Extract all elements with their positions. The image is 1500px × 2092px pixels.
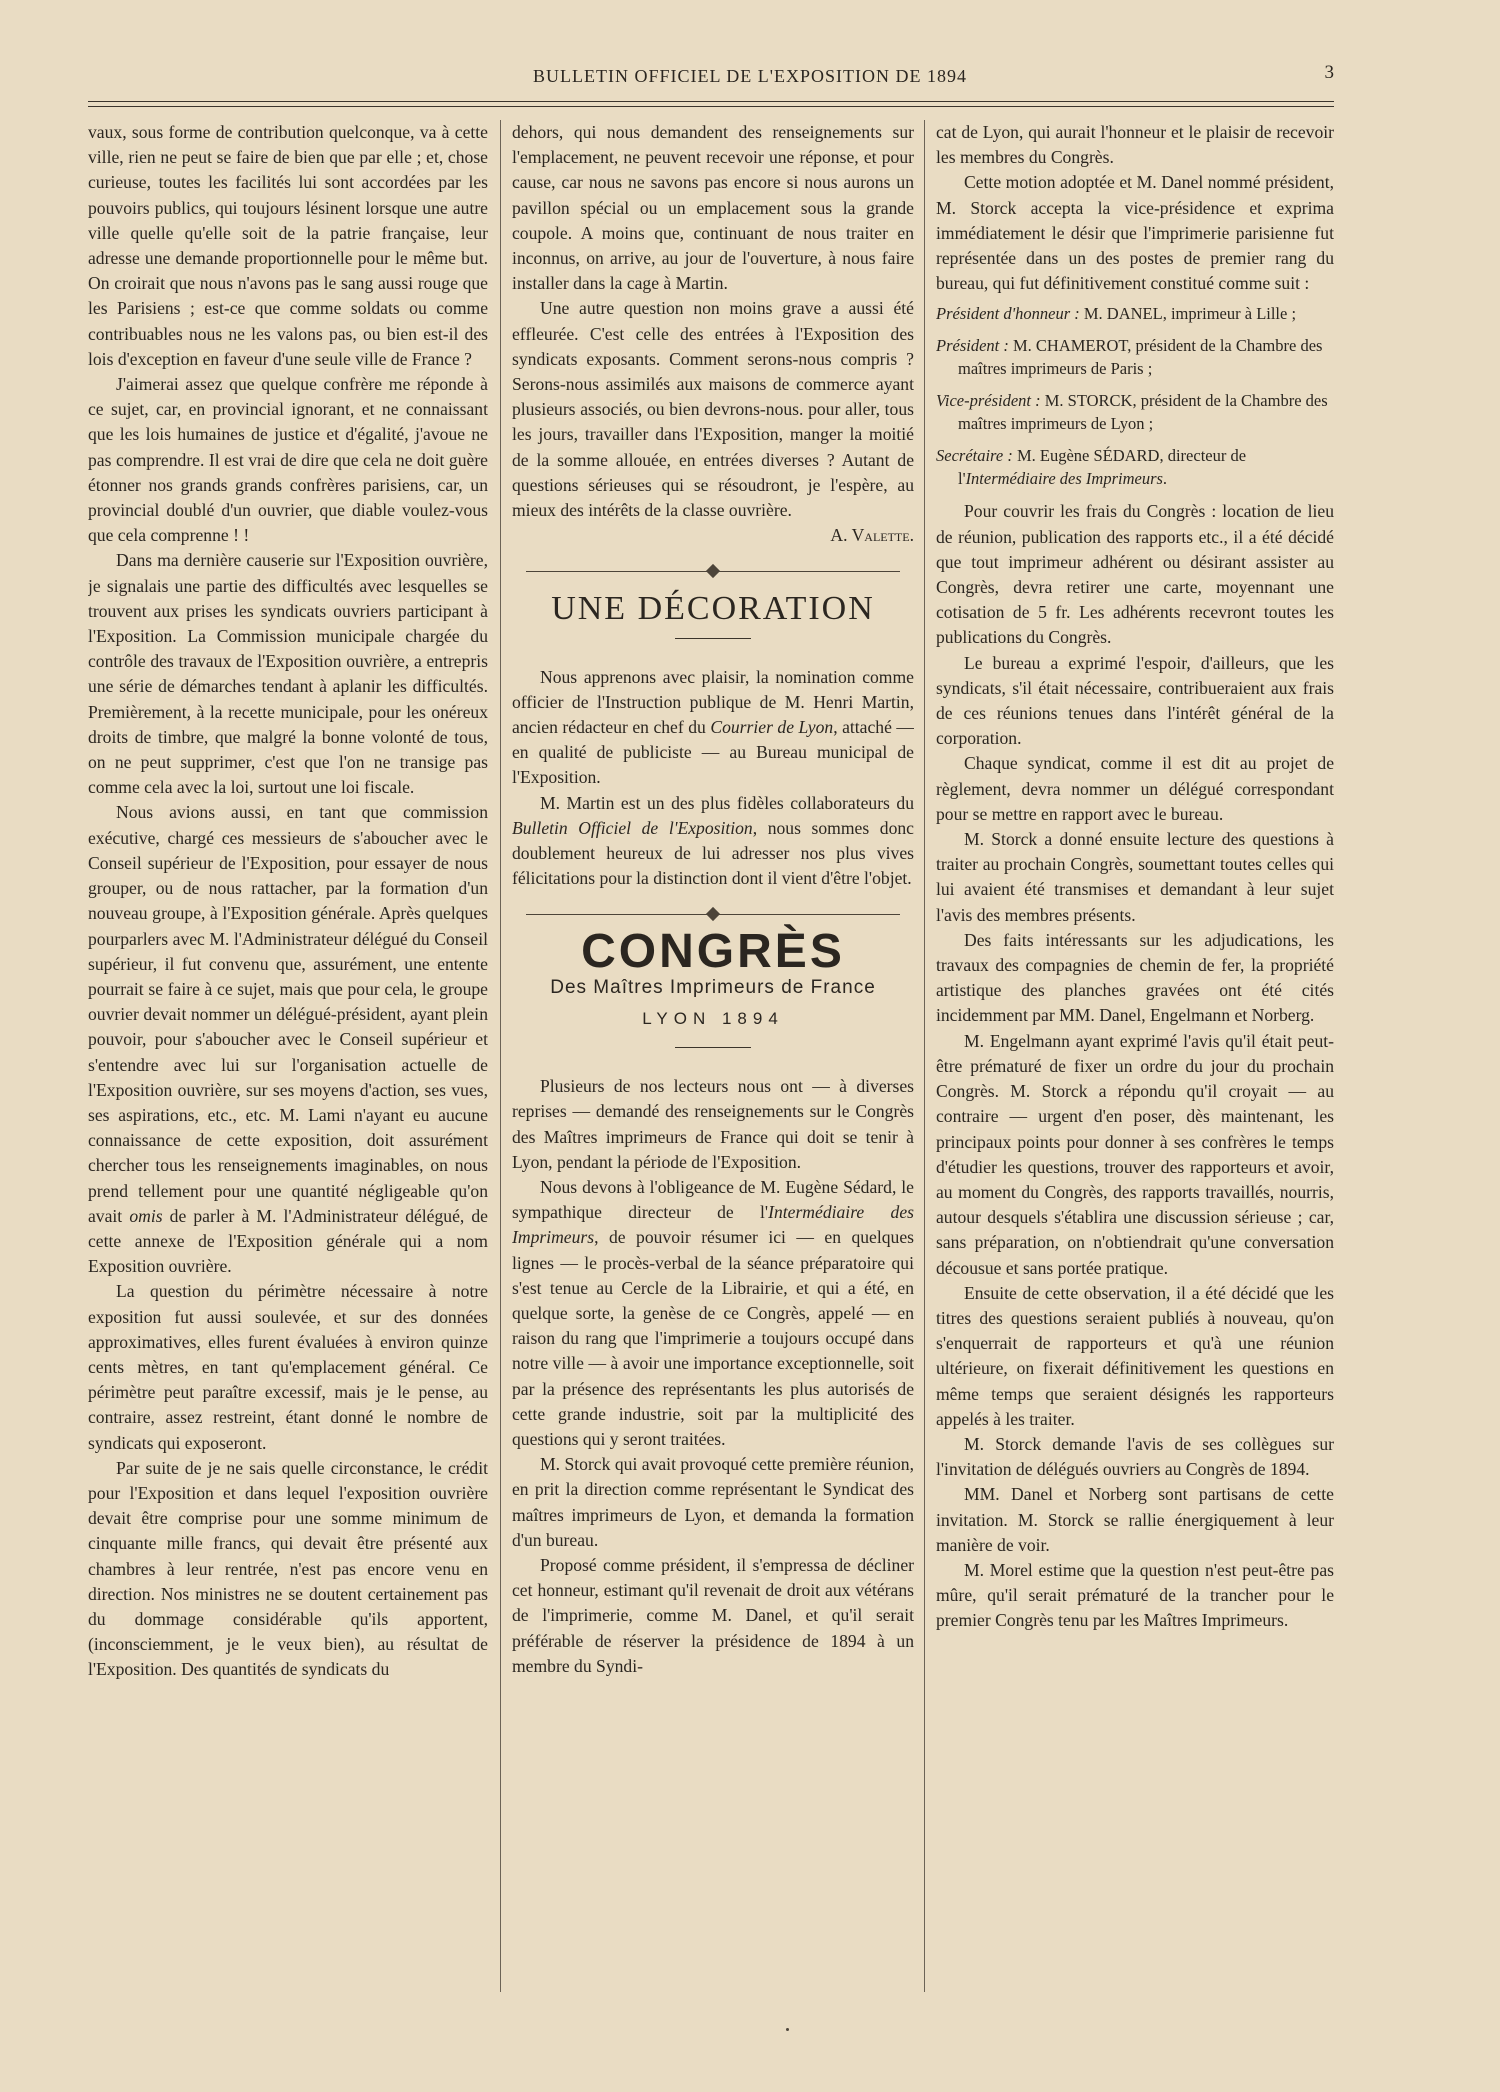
paragraph: M. Morel estime que la question n'est peut-être pas mûre, qu'il serait prématuré de la trancher pour le premier Congrès tenu par les Maîtres Imprimeurs.	[936, 1559, 1334, 1631]
bureau-entry	[936, 389, 1334, 435]
paragraph: La question du périmètre nécessaire à notre exposition fut aussi soulevée, et sur des données approximatives, elles furent évaluées à environ quinze cents mètres, en tant qu'emplacement général. Ce périmètre peut paraître excessif, mais je le pense, au contraire, assez restreint, étant donné le nombre de syndicats qui exposeront.	[88, 1281, 488, 1453]
bureau-member: M. STORCK, président de la Chambre des maîtres imprimeurs de Lyon ;	[958, 391, 1328, 434]
paragraph: Une autre question non moins grave a aussi été effleurée. C'est celle des entrées à l'Exposition des syndicats exposants. Comment serons-nous compris ? Serons-nous assimilés aux maisons de commerce ayant plusieurs associés, ou bien devrons-nous. pour aller, tous les jours, travailler dans l'Exposition, manger la moitié de la somme allouée, en entrées diverses ? Autant de questions sérieuses qui se résoudront, je l'espère, au mieux des intérêts de la classe ouvrière.	[512, 298, 914, 521]
paragraph: J'aimerai assez que quelque confrère me réponde à ce sujet, car, en provincial ignorant, et ne connaissant que les lois humaines de justice et d'égalité, j'avoue ne pas comprendre. Il est vrai de dire que cela ne doit guère étonner nos grands grands confrères parisiens, car, un provincial doublé d'un ouvrier, que diable voulez-vous que cela comprenne ! !	[88, 374, 488, 546]
paragraph: Pour couvrir les frais du Congrès : location de lieu de réunion, publication des rapports etc., il a été décidé que tout imprimeur adhérent ou désirant assister au Congrès, devra retirer une carte, moyennant une cotisation de 5 fr. Les adhérents recevront toutes les publications du Congrès.	[936, 501, 1334, 648]
paragraph: Ensuite de cette observation, il a été décidé que les titres des questions seraient publiés à nouveau, qu'on s'enquerrait de rapporteurs et qu'à une réunion ultérieure, on fixerait définitivement les questions en même temps que seraient désignés les rapporteurs appelés à les traiter.	[936, 1282, 1334, 1429]
paragraph	[512, 1175, 914, 1452]
paragraph	[88, 800, 488, 1279]
print-mark	[786, 2028, 789, 2031]
italic-text: omis	[129, 1205, 163, 1226]
paragraph	[512, 791, 914, 892]
italic-text: Bulletin Officiel de l'Exposition	[512, 817, 753, 838]
italic-text: Intermédiaire des Imprimeurs	[965, 469, 1163, 489]
column-2	[512, 120, 914, 2022]
heading-rule	[675, 638, 751, 639]
bureau-entry	[936, 334, 1334, 380]
paragraph: Chaque syndicat, comme il est dit au projet de règlement, devra nommer un délégué correspondant pour se mettre en rapport avec le bureau.	[936, 753, 1334, 824]
decoration-heading: UNE DÉCORATION	[551, 590, 875, 628]
paragraph: M. Storck qui avait provoqué cette première réunion, en prit la direction comme représentant le Syndicat des maîtres imprimeurs de Lyon, et demanda la formation d'un bureau.	[512, 1454, 914, 1550]
paragraph: M. Storck a donné ensuite lecture des questions à traiter au prochain Congrès, soumettant toutes celles qui lui avaient été transmises et demandant à leur sujet l'avis des membres présents.	[936, 829, 1334, 925]
section-separator	[512, 562, 914, 582]
section-separator	[512, 905, 914, 925]
text-run: .	[1162, 469, 1168, 489]
paragraph: vaux, sous forme de contribution quelconque, va à cette ville, rien ne peut se faire de bien que par elle ; et, chose curieuse, toutes les facilités lui sont accordées par les pouvoirs publics, qui toujours lésinent lorsque une autre ville quelle qu'elle soit de la patrie française, leur adresse une demande proportionnelle pour le même but. On croirait que nous n'avons pas le sang aussi rouge que les Parisiens ; est-ce que comme soldats ou comme contribuables nous ne les valons pas, ou bien est-il des lois d'exception en faveur d'une seule ville de France ?	[88, 122, 488, 369]
text-run: , attaché — en qualité de publiciste — au Bureau municipal de l'Exposition.	[512, 717, 914, 788]
bureau-member: M. Eugène SÉDARD, directeur de l'	[958, 446, 1247, 489]
paragraph: Cette motion adoptée et M. Danel nommé président, M. Storck accepta la vice-présidence et exprima immédiatement le désir que l'imprimerie parisienne fut représentée dans un des postes de premier rang du bureau, qui fut définitivement constitué comme suit :	[936, 172, 1334, 294]
text-run: M. Martin est un des plus fidèles collaborateurs du	[540, 792, 914, 813]
paragraph: Plusieurs de nos lecteurs nous ont — à diverses reprises — demandé des renseignements sur le Congrès des Maîtres imprimeurs de France qui doit se tenir à Lyon, pendant la période de l'Exposition.	[512, 1076, 914, 1172]
paragraph: Des faits intéressants sur les adjudications, les travaux des compagnies de chemin de fer, la propriété artistique des planches gravées ont été cités incidemment par MM. Danel, Engelmann et Norberg.	[936, 929, 1334, 1026]
bureau-member: M. DANEL, imprimeur à Lille ;	[1079, 304, 1297, 324]
bureau-role: Secrétaire :	[936, 446, 1013, 466]
paragraph: Dans ma dernière causerie sur l'Exposition ouvrière, je signalais une partie des difficultés avec lesquelles se trouvent aux prises les syndicats ouvriers participant à l'Exposition. La Commission municipale chargée du contrôle des travaux de l'Exposition ouvrière, a entrepris une série de démarches tendant à aplanir les difficultés. Premièrement, à la recette municipale, pour les onéreux droits de timbre, que malgré la bonne volonté de tous, on ne peut supprimer, c'est que l'on ne transige pas comme cela avec la loi, surtout une loi fiscale.	[88, 550, 488, 798]
bureau-list	[936, 302, 1334, 490]
paragraph: Par suite de je ne sais quelle circonstance, le crédit pour l'Exposition et dans lequel l'exposition ouvrière devait être comprise pour une somme minimum de cinquante mille francs, qui devait être présenté aux chambres à leur rentrée, n'est pas encore venu en direction. Nos ministres ne se doutent certainement pas du dommage considérable qu'ils apportent, (inconsciemment, je le veux bien), au résultat de l'Exposition. Des quantités de syndicats du	[88, 1457, 488, 1680]
text-run: , de pouvoir résumer ici — en quelques lignes — le procès-verbal de la séance préparatoire qui s'est tenue au Cercle de la Librairie, et qui a été, en quelque sorte, la genèse de ce Congrès, appelé — en raison du rang que l'imprimerie a toujours occupé dans notre ville — à avoir une importance exceptionnelle, soit par la présence des représentants les plus autorisés de cette grande industrie, soit par la multiplicité des questions qui y seront traitées.	[512, 1227, 914, 1449]
paragraph	[512, 665, 914, 791]
congres-heading: CONGRÈS	[581, 925, 845, 979]
bureau-entry	[936, 444, 1334, 490]
text-run: Nous devons à l'obligeance de M. Eugène Sédard, le sympathique directeur de l'	[512, 1176, 914, 1223]
page-number: 3	[1324, 62, 1334, 83]
italic-text: Courrier de Lyon	[710, 717, 834, 738]
column-divider-1	[500, 120, 501, 1992]
paragraph: MM. Danel et Norberg sont partisans de cette invitation. M. Storck se rallie énergiquement à leur manière de voir.	[936, 1484, 1334, 1555]
bureau-role: Président d'honneur :	[936, 304, 1080, 324]
column-1	[88, 120, 488, 2022]
congres-place: LYON 1894	[642, 1008, 784, 1028]
column-divider-2	[924, 120, 925, 1992]
text-run: de parler à M. l'Administrateur délégué, de cette annexe de l'Exposition générale qui a nom Exposition ouvrière.	[88, 1205, 488, 1277]
text-run: , nous sommes donc doublement heureux de lui adresser nos plus vives félicitations pour la distinction dont il vient d'être l'objet.	[512, 817, 914, 889]
paragraph: Le bureau a exprimé l'espoir, d'ailleurs, que les syndicats, s'il était nécessaire, contribueraient aux frais de ces réunions tenues dans l'intérêt général de la corporation.	[936, 652, 1334, 749]
paragraph: M. Engelmann ayant exprimé l'avis qu'il était peut-être prématuré de fixer un ordre du jour du prochain Congrès. M. Storck a répondu qu'il croyait — au contraire — urgent d'en poser, dès maintenant, les principaux points pour donner à ses confrères le temps d'étudier les questions, trouver des rapporteurs et avoir, au moment du Congrès, des rapports travaillés, nourris, autour desquels s'établira une discussion sérieuse ; car, sans préparation, on n'obtiendrait qu'une conversation décousue et sans portée pratique.	[936, 1030, 1334, 1278]
text-run: Nous apprenons avec plaisir, la nomination comme officier de l'Instruction publique de M. Henri Martin, ancien rédacteur en chef du	[512, 666, 914, 738]
bureau-role: Vice-président :	[936, 391, 1041, 411]
article-signature: A. Valette.	[830, 525, 914, 546]
text-run: Nous avions aussi, en tant que commission exécutive, chargé ces messieurs de s'aboucher avec le Conseil supérieur de l'Exposition, pour essayer de nous grouper, ou de nous rattacher, par la formation d'un nouveau groupe, à l'Exposition générale. Après quelques pourparlers avec M. l'Administrateur délégué du Conseil supérieur, il fut convenu que, assurément, une entente pourrait se faire à ce sujet, mais que pour cela, le groupe ouvrier devait nommer un délégué-président, ayant plein pouvoir, pour s'aboucher avec le Conseil supérieur et s'entendre avec lui sur l'organisation actuelle de l'Exposition ouvrière, sur ses moyens d'action, ses vues, ses aspirations, etc., etc. M. Lami n'ayant eu aucune connaissance de cette exposition, doit assurément chercher tous les renseignements imaginables, on nous prend tellement pour une quantité négligeable qu'on avait	[88, 802, 488, 1226]
bureau-role: Président :	[936, 336, 1009, 356]
bureau-entry	[936, 302, 1334, 325]
paragraph: dehors, qui nous demandent des renseignements sur l'emplacement, ne peuvent recevoir une réponse, et pour cause, car nous ne savons pas encore si nous aurons un pavillon spécial ou un emplacement sous la grande coupole. A moins que, continuant de nous traiter en inconnus, on arrive, au jour de l'ouverture, à nous faire installer dans la cage à Martin.	[512, 122, 914, 294]
column-3	[936, 120, 1334, 2022]
header-rule-top	[88, 101, 1334, 102]
congres-subheading: Des Maîtres Imprimeurs de France	[550, 976, 876, 998]
running-header-title: BULLETIN OFFICIEL DE L'EXPOSITION DE 1894	[532, 66, 968, 86]
italic-text: Intermédiaire des Imprimeurs	[512, 1202, 914, 1248]
paragraph: Proposé comme président, il s'empressa de décliner cet honneur, estimant qu'il revenait de droit aux vétérans de l'imprimerie, comme M. Danel, et qu'il serait préférable de réserver la présidence de 1894 à un membre du Syndi-	[512, 1554, 914, 1676]
header-rule-bottom	[88, 106, 1334, 107]
heading-rule	[675, 1047, 751, 1048]
paragraph: cat de Lyon, qui aurait l'honneur et le plaisir de recevoir les membres du Congrès.	[936, 122, 1334, 168]
paragraph: M. Storck demande l'avis de ses collègues sur l'invitation de délégués ouvriers au Congrès de 1894.	[936, 1433, 1334, 1480]
bureau-member: M. CHAMEROT, président de la Chambre des maîtres imprimeurs de Paris ;	[958, 336, 1323, 379]
